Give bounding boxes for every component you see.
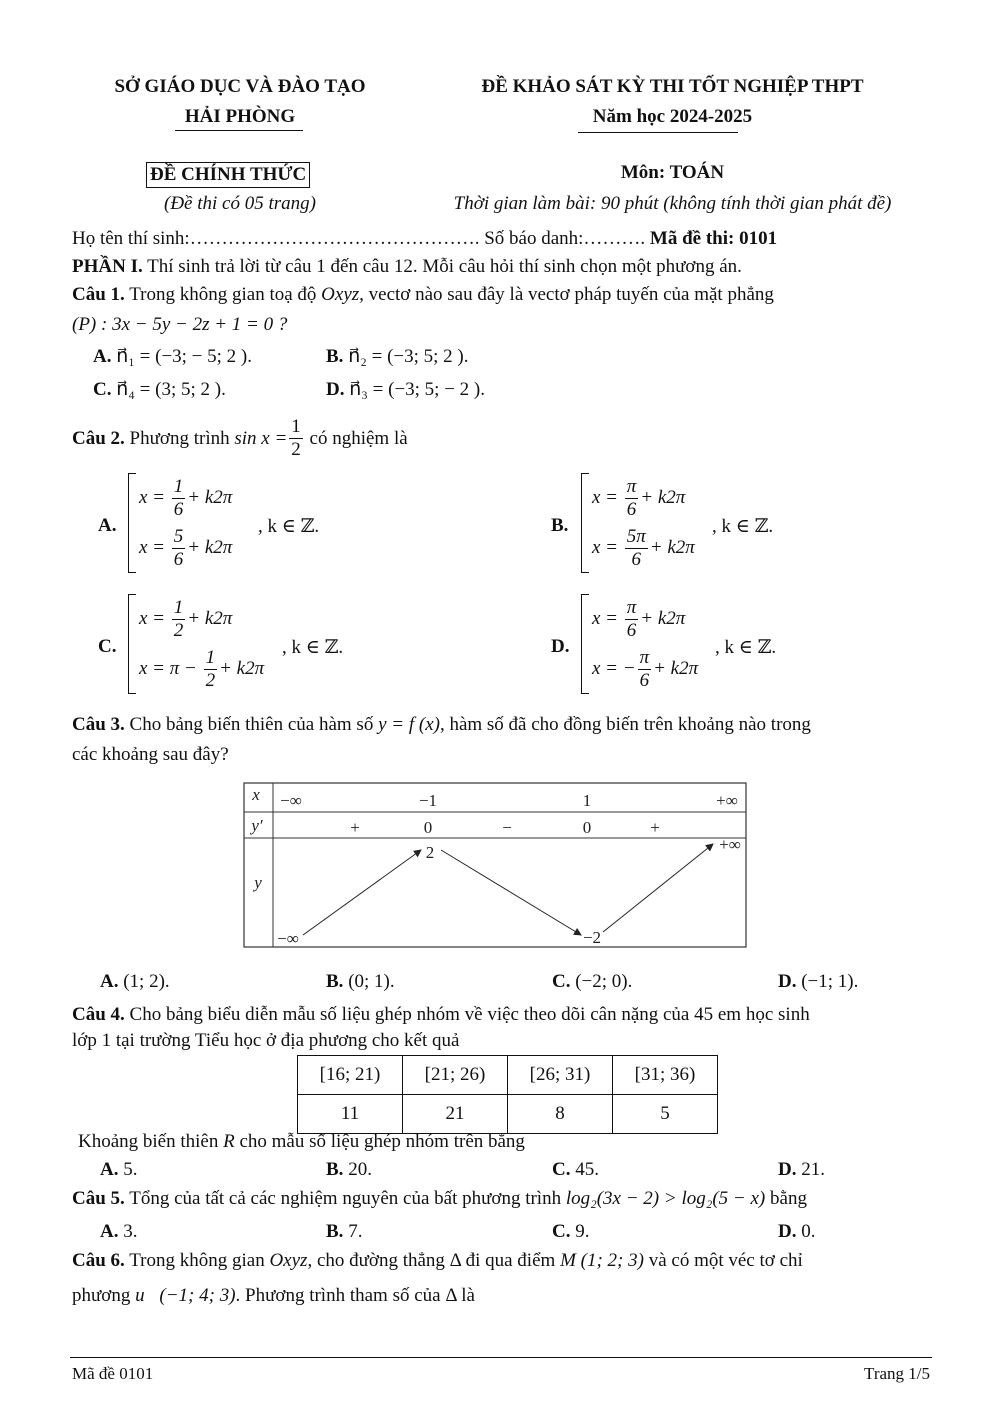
q1-option-d[interactable]: D. n⃗₃ = (−3; 5; − 2 ). (326, 379, 486, 400)
group-cell: [31; 36) (613, 1056, 718, 1095)
vt-sign-3: + (650, 818, 660, 837)
pages-note: (Đề thi có 05 trang) (164, 193, 316, 214)
q5-option-a[interactable]: A. 3. (100, 1221, 138, 1242)
vt-y-pos-inf: +∞ (719, 835, 741, 854)
q6-oxyz: Oxyz (269, 1250, 308, 1271)
q2-option-d[interactable]: x = $\frac{\pi}{6}$ + k2π x = − $\frac{\pi}{6}$ + k2π (581, 594, 698, 694)
sbd-field-label: Số báo danh:………. (484, 228, 646, 249)
q6-stem (72, 1250, 930, 1272)
grouped-data-table (297, 1055, 718, 1134)
vt-sign-1: + (350, 818, 360, 837)
q2-text-b: có nghiệm là (309, 427, 408, 449)
q2-option-a-k: , k ∈ ℤ. (258, 516, 320, 537)
school-year: Năm học 2024-2025 (592, 106, 753, 127)
table-row (298, 1056, 718, 1095)
q4-option-d[interactable]: D. 21. (778, 1159, 825, 1180)
q5-option-b[interactable]: B. 7. (326, 1221, 363, 1242)
q2-option-c-label[interactable]: C. (98, 636, 117, 657)
q3-text-a: Cho bảng biến thiên của hàm số (129, 714, 374, 735)
q2-option-b-label[interactable]: B. (551, 515, 569, 536)
q6-text-b: , cho đường thẳng Δ đi qua điểm (307, 1250, 556, 1271)
q5-option-c[interactable]: C. 9. (552, 1221, 590, 1242)
time-note: Thời gian làm bài: 90 phút (không tính thời gian phát đề) (453, 193, 892, 214)
name-field-label: Họ tên thí sinh:………………………………………. (72, 228, 480, 249)
vt-x-label: x (252, 785, 260, 804)
vt-y-neg-inf: −∞ (277, 929, 299, 948)
q6-stem-2: phương u⃗(−1; 4; 3). Phương trình tham số của Δ là (72, 1285, 475, 1306)
header-left-rule (175, 130, 303, 131)
q4-option-c[interactable]: C. 45. (552, 1159, 599, 1180)
q2-label: Câu 2. (72, 427, 125, 449)
vt-x-pos-inf: +∞ (716, 791, 738, 810)
freq-cell: 21 (403, 1095, 508, 1134)
vt-zero-1: 0 (423, 818, 433, 837)
q4-stem-2: lớp 1 tại trường Tiểu học ở địa phương cho kết quả (72, 1030, 460, 1051)
q2-option-a-label[interactable]: A. (98, 515, 117, 536)
q4-label: Câu 4. (72, 1004, 125, 1025)
group-cell: [16; 21) (298, 1056, 403, 1095)
group-cell: [26; 31) (508, 1056, 613, 1095)
q2-fraction: $\frac{1}{2}$ (291, 416, 301, 460)
q3-option-c[interactable]: C. (−2; 0). (552, 971, 633, 992)
vt-y-max: 2 (425, 843, 435, 862)
q2-option-a[interactable]: x = $\frac{1}{6}$ + k2π x = $\frac{5}{6}$ + k2π (128, 473, 232, 573)
q3-option-b[interactable]: B. (0; 1). (326, 971, 395, 992)
q1-option-a[interactable]: A. n⃗₁ = (−3; − 5; 2 ). (93, 346, 253, 367)
q2-option-b-k: , k ∈ ℤ. (712, 516, 774, 537)
q3-label: Câu 3. (72, 714, 125, 735)
vt-x-neg-inf: −∞ (280, 791, 302, 810)
footer-rule (70, 1357, 932, 1358)
q6-label: Câu 6. (72, 1250, 125, 1271)
freq-cell: 5 (613, 1095, 718, 1134)
vt-zero-2: 0 (582, 818, 592, 837)
q3-option-a[interactable]: A. (1; 2). (100, 971, 170, 992)
vt-y-min: −2 (582, 928, 602, 947)
vt-x-minus-one: −1 (418, 791, 438, 810)
table-row (298, 1095, 718, 1134)
part1-text: Thí sinh trả lời từ câu 1 đến câu 12. Mỗi câu hỏi thí sinh chọn một phương án. (147, 256, 742, 277)
q6-text-c: và có một véc tơ chỉ (648, 1250, 803, 1271)
freq-cell: 8 (508, 1095, 613, 1134)
q5-inequality: log₂(3x − 2) > log₂(5 − x) (565, 1188, 766, 1209)
q1-option-c[interactable]: C. n⃗₄ = (3; 5; 2 ). (93, 379, 226, 400)
vt-sign-2: − (502, 818, 512, 837)
footer-exam-code: Mã đề 0101 (72, 1364, 154, 1383)
q2-stem (72, 416, 408, 461)
q5-stem (72, 1188, 807, 1210)
q4-option-b[interactable]: B. 20. (326, 1159, 372, 1180)
q2-option-d-label[interactable]: D. (551, 636, 570, 657)
vt-arrow-up-2 (603, 844, 713, 932)
q2-option-b[interactable]: x = $\frac{\pi}{6}$ + k2π x = $\frac{5\pi}{6}$ + k2π (581, 473, 695, 573)
q1-stem (72, 284, 930, 306)
vt-x-one: 1 (582, 791, 592, 810)
q2-option-c-k: , k ∈ ℤ. (282, 637, 344, 658)
header-right-rule (578, 132, 738, 133)
part1-title: PHẦN I. (72, 256, 143, 277)
part1-intro (72, 256, 742, 278)
q1-label: Câu 1. (72, 284, 125, 305)
q3-stem (72, 714, 930, 736)
q2-equation: sin x = (234, 427, 288, 449)
q5-option-d[interactable]: D. 0. (778, 1221, 816, 1242)
q2-option-d-k: , k ∈ ℤ. (715, 637, 777, 658)
q1-oxyz: Oxyz, (321, 284, 364, 305)
q5-label: Câu 5. (72, 1188, 125, 1209)
q4-stem-3: Khoảng biến thiên R cho mẫu số liệu ghép nhóm trên bằng (78, 1131, 525, 1152)
student-line (72, 228, 777, 250)
q6-point: M (1; 2; 3) (560, 1250, 644, 1271)
dept-name: SỞ GIÁO DỤC VÀ ĐÀO TẠO (114, 76, 366, 97)
footer-page-number: Trang 1/5 (864, 1364, 930, 1383)
q1-text-b: vectơ nào sau đây là vectơ pháp tuyến của mặt phẳng (368, 284, 774, 305)
q4-option-a[interactable]: A. 5. (100, 1159, 138, 1180)
freq-cell: 11 (298, 1095, 403, 1134)
vt-arrow-up-1 (303, 850, 421, 935)
q2-text-a: Phương trình (129, 427, 230, 449)
q5-text-a: Tổng của tất cả các nghiệm nguyên của bất phương trình (129, 1188, 562, 1209)
q3-text-b: , hàm số đã cho đồng biến trên khoảng nào trong (439, 714, 811, 735)
group-cell: [21; 26) (403, 1056, 508, 1095)
q4-text-a: Cho bảng biểu diễn mẫu số liệu ghép nhóm về việc theo dõi cân nặng của 45 em học sinh (129, 1004, 810, 1025)
q4-stem (72, 1004, 930, 1026)
vt-y-label: y (254, 873, 262, 892)
official-badge: ĐỀ CHÍNH THỨC (146, 162, 310, 188)
q2-option-c[interactable]: x = $\frac{1}{2}$ + k2π x = π − $\frac{1}{2}$ + k2π (128, 594, 264, 694)
subject: Môn: TOÁN (620, 162, 725, 183)
q1-plane: (P) : 3x − 5y − 2z + 1 = 0 ? (72, 314, 288, 335)
exam-title: ĐỀ KHẢO SÁT KỲ THI TỐT NGHIỆP THPT (481, 76, 864, 97)
q1-option-b[interactable]: B. n⃗₂ = (−3; 5; 2 ). (326, 346, 469, 367)
q3-option-d[interactable]: D. (−1; 1). (778, 971, 859, 992)
vt-arrow-down (441, 850, 581, 935)
q3-stem-2: các khoảng sau đây? (72, 744, 229, 765)
q3-func: y = f (x) (378, 714, 440, 735)
variation-table (243, 782, 747, 948)
q5-text-b: bằng (770, 1188, 807, 1209)
vt-yp-label: y′ (251, 816, 263, 835)
city-name: HẢI PHÒNG (184, 106, 296, 127)
q6-text-a: Trong không gian (129, 1250, 265, 1271)
q1-text-a: Trong không gian toạ độ (129, 284, 317, 305)
exam-code: Mã đề thi: 0101 (649, 228, 778, 249)
